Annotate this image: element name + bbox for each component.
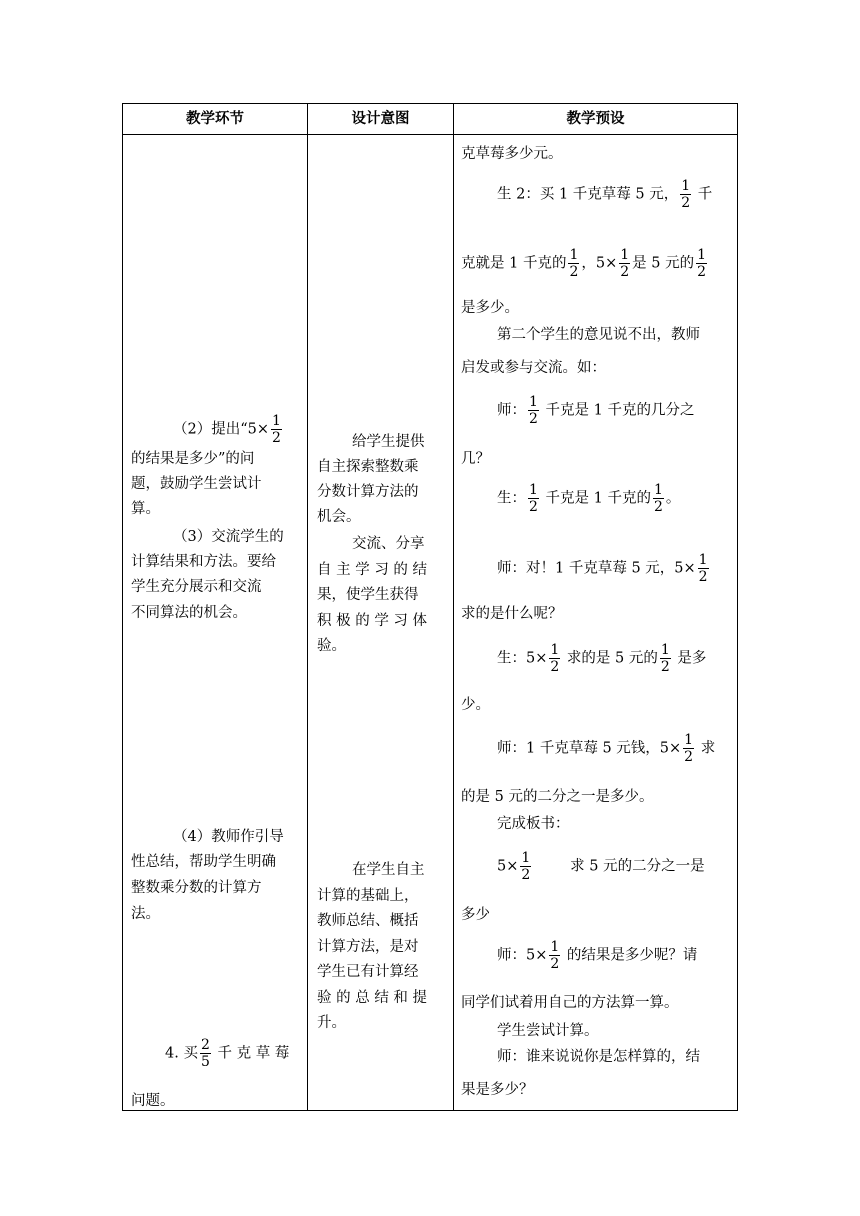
column-divider — [453, 104, 454, 1110]
preset-text: 的是 5 元的二分之一是多少。 — [461, 789, 654, 805]
preset-line: 5× $\frac{1}{2}$ 求 5 元的二分之一是 — [497, 850, 705, 883]
preset-text: 第二个学生的意见说不出，教师 — [497, 327, 700, 343]
header-teaching-preset: 教学预设 — [566, 111, 625, 127]
stage-text: 算。 — [131, 501, 160, 517]
fraction: $\frac{1}{2}$ — [684, 732, 694, 765]
stage-text: 法。 — [131, 906, 160, 922]
preset-line: 生： $\frac{1}{2}$ 千克是 1 千克的 $\frac{1}{2}$ 。 — [497, 482, 681, 515]
intent-text: 自主探索整数乘 — [317, 459, 419, 475]
header-divider — [123, 134, 737, 135]
preset-line: 生：5× $\frac{1}{2}$ 求的是 5 元的 $\frac{1}{2}$ 是多 — [497, 642, 707, 675]
stage-item-2: （2）提出“5× $\frac{1}{2}$ — [173, 413, 281, 446]
preset-line: 生 2：买 1 千克草莓 5 元， $\frac{1}{2}$ 千 — [497, 178, 713, 211]
preset-text: 是多少。 — [461, 300, 519, 316]
intent-text: 分数计算方法的 — [317, 484, 419, 500]
stage-text: 计算结果和方法。要给 — [131, 554, 276, 570]
fraction: $\frac{1}{2}$ — [529, 482, 538, 515]
preset-text: 学生尝试计算。 — [497, 1023, 599, 1039]
intent-text: 验。 — [317, 638, 346, 654]
preset-text: 几？ — [461, 451, 490, 467]
intent-text: 给学生提供 — [352, 434, 425, 450]
stage-text: 性总结，帮助学生明确 — [131, 854, 276, 870]
fraction: $\frac{1}{2}$ — [620, 247, 630, 280]
stage-text: 题，鼓励学生尝试计 — [131, 476, 262, 492]
fraction: $\frac{1}{2}$ — [697, 247, 707, 280]
intent-text: 计算方法，是对 — [317, 939, 419, 955]
fraction: $\frac{1}{2}$ — [529, 394, 538, 427]
intent-text: 机会。 — [317, 509, 361, 525]
fraction: $\frac{1}{2}$ — [550, 642, 560, 675]
column-divider — [307, 104, 308, 1110]
fraction: $\frac{1}{2}$ — [681, 178, 691, 211]
intent-text: 在学生自主 — [352, 862, 425, 878]
intent-text: 积 极 的 学 习 体 — [317, 613, 428, 629]
preset-line: 克就是 1 千克的 $\frac{1}{2}$ ，5× $\frac{1}{2}$ 是 5 元的 $\frac{1}{2}$ — [461, 247, 707, 280]
stage-item-4: （4）教师作引导 — [173, 829, 284, 845]
fraction: $\frac{1}{2}$ — [660, 642, 670, 675]
header-design-intent: 设计意图 — [351, 111, 410, 127]
preset-text: 求的是什么呢？ — [461, 606, 563, 622]
preset-text: 启发或参与交流。如： — [461, 360, 606, 376]
intent-text: 验 的 总 结 和 提 — [317, 990, 428, 1006]
preset-text: 同学们试着用自己的方法算一算。 — [461, 995, 679, 1011]
preset-text: 果是多少？ — [461, 1082, 534, 1098]
fraction: $\frac{1}{2}$ — [569, 247, 579, 280]
preset-text: 完成板书： — [497, 816, 570, 832]
stage-text: 学生充分展示和交流 — [131, 579, 262, 595]
intent-text: 自 主 学 习 的 结 — [317, 562, 428, 578]
fraction: $\frac{1}{2}$ — [550, 939, 560, 972]
intent-text: 教师总结、概括 — [317, 913, 419, 929]
fraction: $\frac{1}{2}$ — [521, 850, 531, 883]
preset-text: 师：谁来说说你是怎样算的，结 — [497, 1049, 700, 1065]
stage-item-3: （3）交流学生的 — [173, 529, 284, 545]
fraction: $\frac{1}{2}$ — [653, 482, 663, 515]
header-teaching-stage: 教学环节 — [186, 111, 244, 127]
intent-text: 果，使学生获得 — [317, 587, 419, 603]
preset-text: 少。 — [461, 697, 490, 713]
preset-text: 克草莓多少元。 — [461, 146, 563, 162]
fraction: $\frac{1}{2}$ — [272, 413, 281, 446]
stage-text: 整数乘分数的计算方 — [131, 880, 262, 896]
intent-text: 学生已有计算经 — [317, 964, 419, 980]
stage-text: 问题。 — [131, 1093, 175, 1109]
fraction: $\frac{2}{5}$ — [200, 1037, 210, 1070]
preset-line: 师：对！1 千克草莓 5 元，5× $\frac{1}{2}$ — [497, 552, 708, 585]
intent-text: 交流、分享 — [352, 536, 425, 552]
intent-text: 计算的基础上， — [317, 888, 419, 904]
stage-text: 不同算法的机会。 — [131, 605, 247, 621]
preset-line: 师： $\frac{1}{2}$ 千克是 1 千克的几分之 — [497, 394, 695, 427]
preset-text: 多少 — [461, 907, 490, 923]
preset-line: 师：1 千克草莓 5 元钱，5× $\frac{1}{2}$ 求 — [497, 732, 716, 765]
stage-text: 的结果是多少”的问 — [131, 451, 255, 467]
preset-line: 师：5× $\frac{1}{2}$ 的结果是多少呢？请 — [497, 939, 698, 972]
lesson-table — [122, 103, 738, 1111]
intent-text: 升。 — [317, 1015, 346, 1031]
fraction: $\frac{1}{2}$ — [698, 552, 708, 585]
stage-item-5: 4. 买 $\frac{2}{5}$ 千 克 草 莓 — [165, 1037, 290, 1070]
